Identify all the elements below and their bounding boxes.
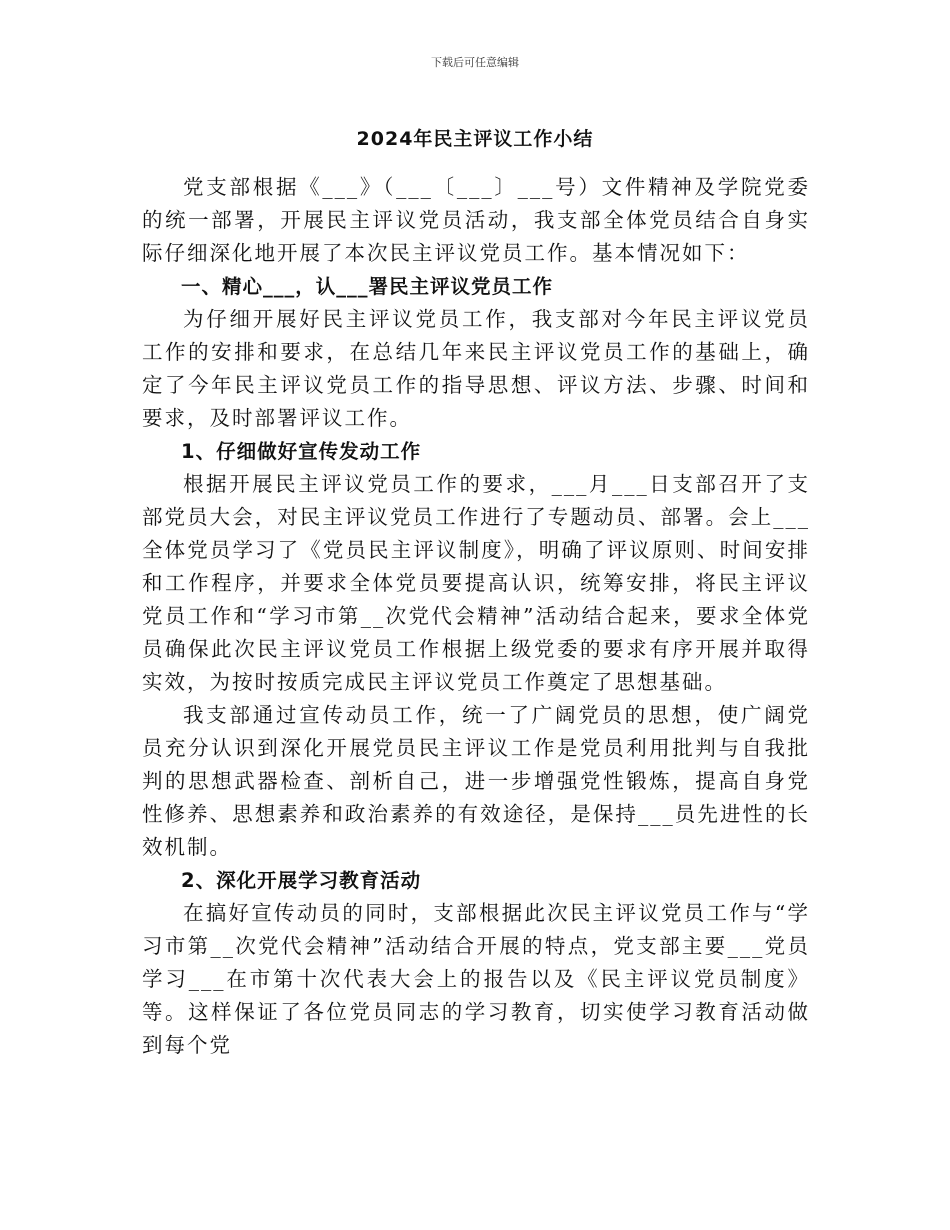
document-title: 2024年民主评议工作小结 (356, 128, 594, 150)
paragraph-subsection-1a: 根据开展民主评议党员工作的要求，___月___日支部召开了支部党员大会，对民主评议党员工作进行了专题动员、部署。会上___全体党员学习了《党员民主评议制度》，明确了评议原则、时间安排和工作程序，并要求全体党员要提高认识，统筹安排，将民主评议党员工作和“学习市第__次党代会精神”活动结合起来，要求全体党员确保此次民主评议党员工作根据上级党委的要求有序开展并取得实效，为按时按质完成民主评议党员工作奠定了思想基础。 (142, 472, 810, 694)
header-note: 下载后可任意编辑 (431, 56, 519, 69)
subsection-heading-1: 1、仔细做好宣传发动工作 (181, 440, 422, 463)
subsection-heading-2: 2、深化开展学习教育活动 (181, 869, 422, 892)
paragraph-subsection-1b: 我支部通过宣传动员工作，统一了广阔党员的思想，使广阔党员充分认识到深化开展党员民主评议工作是党员利用批判与自我批判的思想武器检查、剖析自己，进一步增强党性锻炼，提高自身党性修养、思想素养和政治素养的有效途径，是保持___员先进性的长效机制。 (142, 703, 810, 859)
section-heading-1: 一、精心___，认___署民主评议党员工作 (181, 275, 554, 298)
paragraph-subsection-2: 在搞好宣传动员的同时，支部根据此次民主评议党员工作与“学习市第__次党代会精神”活动结合开展的特点，党支部主要___党员学习___在市第十次代表大会上的报告以及《民主评议党员制度》等。这样保证了各位党员同志的学习教育，切实使学习教育活动做到每个党 (142, 901, 810, 1057)
paragraph-intro: 党支部根据《___》（___〔___〕___号）文件精神及学院党委的统一部署，开展民主评议党员活动，我支部全体党员结合自身实际仔细深化地开展了本次民主评议党员工作。基本情况如下： (142, 175, 810, 265)
document-body (142, 171, 810, 1062)
paragraph-section-1: 为仔细开展好民主评议党员工作，我支部对今年民主评议党员工作的安排和要求，在总结几年来民主评议党员工作的基础上，确定了今年民主评议党员工作的指导思想、评议方法、步骤、时间和要求，及时部署评议工作。 (142, 307, 810, 430)
